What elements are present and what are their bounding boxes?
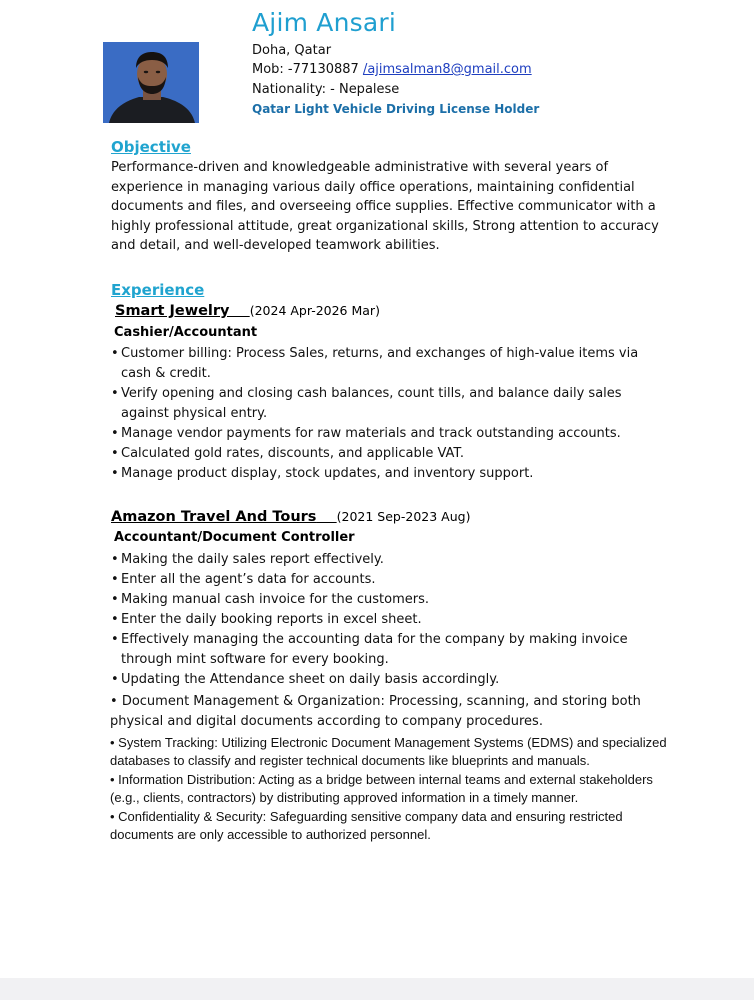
list-item: • Effectively managing the accounting data for the company by making invoice through mint software for every booking. [111,630,671,670]
list-item: • Making the daily sales report effectively. [111,550,671,570]
list-item: • Making manual cash invoice for the customers. [111,590,671,610]
list-item: • Information Distribution: Acting as a bridge between internal teams and external stakeholders (e.g., clients, contractors) by distributing approved information in a timely manner. [110,772,653,805]
experience-heading: Experience [111,281,205,299]
contact-line [252,62,532,77]
list-item: • Manage vendor payments for raw materials and track outstanding accounts. [111,424,671,444]
nationality: Nationality: - Nepalese [252,82,400,97]
list-item: • Enter the daily booking reports in excel sheet. [111,610,671,630]
list-item: • Enter all the agent’s data for accounts. [111,570,671,590]
job-header [111,508,470,526]
email-link[interactable]: /ajimsalman8@gmail.com [362,62,532,77]
list-item: • Confidentiality & Security: Safeguarding sensitive company data and ensuring restricted documents are only accessible to authorized personnel. [110,809,623,842]
job-role: Accountant/Document Controller [114,530,355,545]
job-dates: (2024 Apr-2026 Mar) [249,303,380,318]
list-item: • Verify opening and closing cash balances, count tills, and balance daily sales against physical entry. [111,384,671,424]
job-extra-bullets [110,692,670,844]
job-bullets [111,344,671,484]
list-item: • Manage product display, stock updates, and inventory support. [111,464,671,484]
mobile-label: Mob: -77130887 [252,62,363,77]
license-info: Qatar Light Vehicle Driving License Holder [252,102,540,116]
list-item: • Updating the Attendance sheet on daily basis accordingly. [111,670,671,690]
job-dates: (2021 Sep-2023 Aug) [336,509,471,524]
objective-heading: Objective [111,138,191,156]
objective-text: Performance-driven and knowledgeable administrative with several years of experience in managing various daily office operations, maintaining confidential documents and files, and overseeing office supplies. Effective communicator with a highly professional attitude, great organizational skills, Strong attention to accuracy and detail, and well-developed teamwork abilities. [111,160,659,254]
list-item: • Document Management & Organization: Processing, scanning, and storing both physical and digital documents according to company procedures. [110,694,641,729]
portrait-image [103,42,199,123]
list-item: • System Tracking: Utilizing Electronic Document Management Systems (EDMS) and specialized databases to classify and register technical documents like blueprints and manuals. [110,735,667,768]
location: Doha, Qatar [252,43,332,58]
job-bullets [111,550,671,690]
profile-photo [103,42,199,123]
company-name: Smart Jewelry [115,303,230,319]
company-name: Amazon Travel And Tours [111,509,317,525]
candidate-name: Ajim Ansari [252,8,397,37]
list-item: • Calculated gold rates, discounts, and applicable VAT. [111,444,671,464]
job-role: Cashier/Accountant [114,325,258,340]
page-footer-bar [0,978,754,1000]
list-item: • Customer billing: Process Sales, returns, and exchanges of high-value items via cash & credit. [111,344,671,384]
job-header [115,302,380,320]
